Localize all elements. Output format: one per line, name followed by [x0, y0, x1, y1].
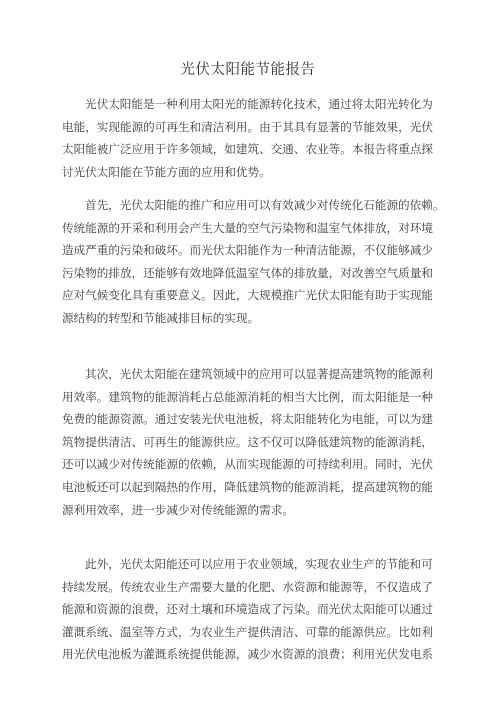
paragraph-line: 其次，光伏太阳能在建筑领域中的应用可以显著提高建筑物的能源利 [85, 367, 433, 381]
paragraph-building-use [62, 363, 433, 521]
paragraph-line: 传统能源的开采和利用会产生大量的空气污染物和温室气体排放，对环境 [62, 220, 434, 235]
paragraph-line: 应对气候变化具有重要意义。因此，大规模推广光伏太阳能有助于实现能 [62, 288, 434, 303]
paragraph-intro [62, 93, 433, 183]
paragraph-line: 用光伏电池板为灌溉系统提供能源，减少水资源的浪费；利用光伏发电系 [62, 647, 434, 662]
paragraph-line: 污染物的排放，还能够有效地降低温室气体的排放量，对改善空气质量和 [62, 265, 434, 280]
paragraph-line: 能源和资源的浪费，还对土壤和环境造成了污染。而光伏太阳能可以通过 [62, 602, 434, 617]
paragraph-line: 电能，实现能源的可再生和清洁利用。由于其具有显著的节能效果，光伏 [62, 119, 434, 134]
paragraph-line: 用效率。建筑物的能源消耗占总能源消耗的相当大比例，而太阳能是一种 [62, 389, 434, 404]
paragraph-agriculture-use [62, 553, 433, 666]
paragraph-fossil-reduction [62, 194, 444, 330]
paragraph-line: 太阳能被广泛应用于许多领域，如建筑、交通、农业等。本报告将重点探 [62, 142, 434, 157]
paragraph-line: 灌溉系统、温室等方式，为农业生产提供清洁、可靠的能源供应。比如利 [62, 624, 434, 639]
paragraph-line: 光伏太阳能是一种利用太阳光的能源转化技术，通过将太阳光转化为 [85, 97, 433, 111]
paragraph-line: 造成严重的污染和破坏。而光伏太阳能作为一种清洁能源，不仅能够减少 [62, 243, 434, 258]
document-title: 光伏太阳能节能报告 [180, 62, 316, 78]
paragraph-line: 源利用效率，进一步减少对传统能源的需求。 [62, 502, 294, 517]
paragraph-line: 此外，光伏太阳能还可以应用于农业领域，实现农业生产的节能和可 [85, 557, 433, 571]
paragraph-line: 免费的能源资源。通过安装光伏电池板，将太阳能转化为电能，可以为建 [62, 412, 434, 427]
paragraph-line: 源结构的转型和节能减排目标的实现。 [62, 310, 260, 325]
paragraph-line: 首先，光伏太阳能的推广和应用可以有效减少对传统化石能源的依赖。 [85, 198, 445, 212]
paragraph-line: 讨光伏太阳能在节能方面的应用和优势。 [62, 164, 271, 179]
paragraph-line: 持续发展。传统农业生产需要大量的化肥、水资源和能源等，不仅造成了 [62, 579, 434, 594]
paragraph-line: 还可以减少对传统能源的依赖，从而实现能源的可持续利用。同时，光伏 [62, 457, 434, 472]
paragraph-line: 电池板还可以起到隔热的作用，降低建筑物的能源消耗，提高建筑物的能 [62, 479, 434, 494]
paragraph-line: 筑物提供清洁、可再生的能源供应。这不仅可以降低建筑物的能源消耗， [62, 434, 434, 449]
